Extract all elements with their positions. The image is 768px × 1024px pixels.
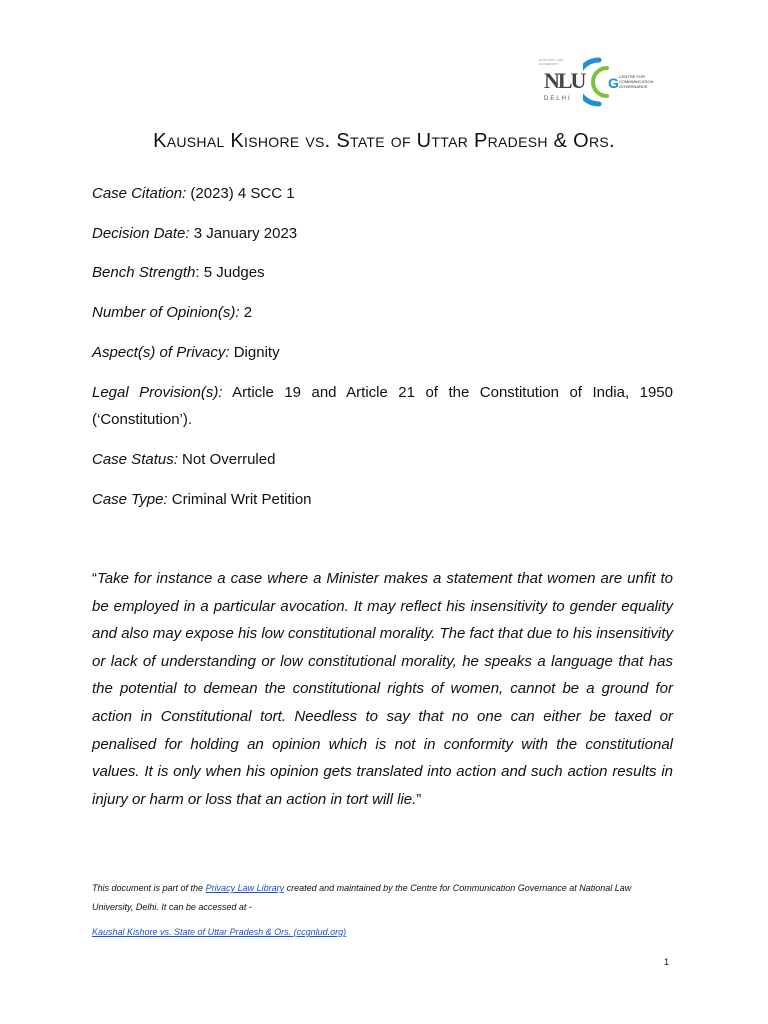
field-bench-strength [92, 259, 673, 286]
field-label: Bench Strength [92, 264, 196, 281]
field-aspects-of-privacy [92, 339, 673, 366]
field-label: Case Status: [92, 451, 178, 468]
field-label: Aspect(s) of Privacy: [92, 344, 230, 361]
field-legal-provisions [92, 379, 673, 433]
field-decision-date [92, 220, 673, 247]
quote-open-mark: “ [92, 570, 97, 587]
field-value: Criminal Writ Petition [167, 491, 312, 508]
ccg-logo-letter: G [608, 75, 619, 91]
judgment-quote [92, 565, 673, 813]
field-case-type [92, 486, 673, 513]
nlu-delhi-logo [535, 54, 585, 110]
privacy-law-library-link[interactable]: Privacy Law Library [205, 883, 285, 893]
header-logos [535, 52, 675, 112]
field-value: 3 January 2023 [189, 225, 298, 242]
quote-text: Take for instance a case where a Minister makes a statement that women are unfit to be employed in a particular avocation. It may reflect his insensitivity to gender equality and also may expose his low constitutional morality. The fact that due to his insensitivity or lack of understanding or low constitutional morality, he speaks a language that has the potential to demean the constitutional rights of women, cannot be a ground for action in Constitutional tort. Needless to say that no one can either be taxed or penalised for holding an opinion which is not in conformity with the constitutional values. It is only when his opinion gets translated into action and such action results in injury or harm or loss that an action in tort will lie. [92, 570, 673, 808]
document-title: Kaushal Kishore vs. State of Uttar Pradesh & Ors. [153, 130, 615, 152]
field-value: Dignity [229, 344, 280, 361]
ccg-arcs-icon [583, 54, 623, 110]
field-value: : 5 Judges [195, 264, 265, 281]
field-label: Legal Provision(s): [92, 384, 223, 401]
nlu-logo-mark: NLU [544, 68, 585, 93]
field-label: Number of Opinion(s): [92, 304, 240, 321]
field-case-citation [92, 180, 673, 207]
field-value: Not Overruled [177, 451, 276, 468]
field-label: Decision Date: [92, 225, 190, 242]
field-case-status [92, 446, 673, 473]
field-value: Article 19 and Article 21 of the Constitution of India, 1950 (‘Constitution’). [92, 384, 673, 428]
quote-close-mark: ” [416, 790, 422, 808]
footer-note [92, 879, 673, 917]
ccg-logo-text: CENTRE FOR COMMUNICATION GOVERNANCE [619, 74, 654, 89]
page-number: 1 [664, 957, 670, 967]
field-value: (2023) 4 SCC 1 [186, 185, 295, 202]
field-label: Case Type: [92, 491, 168, 508]
footer-note-prefix: This document is part of the [92, 883, 206, 893]
footer-access-link-line [92, 927, 346, 937]
nlu-logo-top-text: NATIONAL LAW UNIVERSITY [539, 58, 564, 66]
ccg-logo [583, 54, 675, 110]
case-access-link[interactable]: Kaushal Kishore vs. State of Uttar Pradesh & Ors. (ccgnlud.org) [92, 927, 347, 937]
field-label: Case Citation: [92, 185, 187, 202]
nlu-logo-bottom-text: DELHI [544, 96, 572, 102]
footer-note-suffix: created and maintained by the Centre for Communication Governance at National Law University, Delhi. It can be accessed at - [92, 883, 632, 912]
field-number-of-opinions [92, 299, 673, 326]
field-value: 2 [239, 304, 253, 321]
